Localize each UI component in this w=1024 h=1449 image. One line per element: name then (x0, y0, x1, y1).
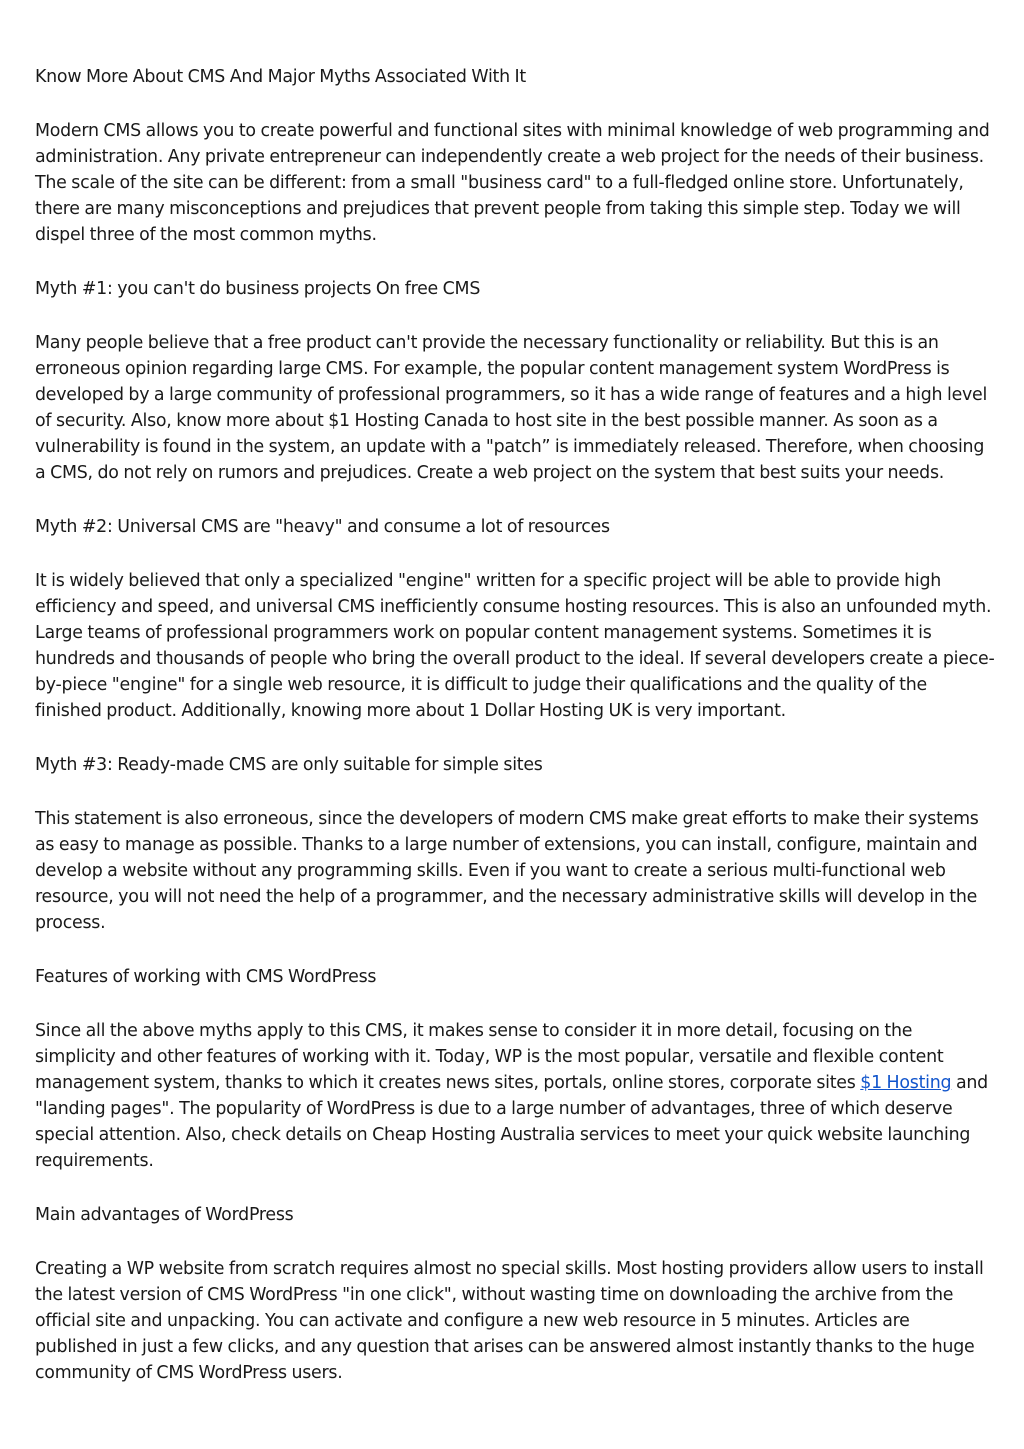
hosting-link[interactable]: $1 Hosting (860, 1073, 952, 1093)
features-heading: Features of working with CMS WordPress (35, 967, 377, 987)
advantages-paragraph: Creating a WP website from scratch requires almost no special skills. Most hosting providers allow users to install the latest version of CMS WordPress "in one click", without wasting time on downloading the archive from the official site and unpacking. You can activate and configure a new web resource in 5 minutes. Articles are published in just a few clicks, and any question that arises can be answered almost instantly thanks to the huge community of CMS WordPress users. (35, 1259, 984, 1383)
document-title: Know More About CMS And Major Myths Associated With It (35, 67, 526, 87)
myth3-heading: Myth #3: Ready-made CMS are only suitable for simple sites (35, 755, 543, 775)
myth1-heading: Myth #1: you can't do business projects On free CMS (35, 279, 481, 299)
document-page (35, 64, 995, 1414)
intro-paragraph: Modern CMS allows you to create powerful and functional sites with minimal knowledge of web programming and administration. Any private entrepreneur can independently create a web project for the needs of their business. The scale of the site can be different: from a small "business card" to a full-fledged online store. Unfortunately, there are many misconceptions and prejudices that prevent people from taking this simple step. Today we will dispel three of the most common myths. (35, 121, 990, 245)
features-text-after-link: and "landing pages". The popularity of WordPress is due to a large number of advantages, three of which deserve special attention. Also, check details on Cheap Hosting Australia services to meet your quick website launching requirements. (35, 1073, 988, 1171)
advantages-heading: Main advantages of WordPress (35, 1205, 294, 1225)
myth3-paragraph: This statement is also erroneous, since the developers of modern CMS make great efforts to make their systems as easy to manage as possible. Thanks to a large number of extensions, you can install, configure, maintain and develop a website without any programming skills. Even if you want to create a serious multi-functional web resource, you will not need the help of a programmer, and the necessary administrative skills will develop in the process. (35, 809, 979, 933)
features-text-before-link: Since all the above myths apply to this CMS, it makes sense to consider it in more detail, focusing on the simplicity and other features of working with it. Today, WP is the most popular, versatile and flexible content management system, thanks to which it creates news sites, portals, online stores, corporate sites (35, 1021, 944, 1093)
myth1-paragraph: Many people believe that a free product can't provide the necessary functionality or reliability. But this is an erroneous opinion regarding large CMS. For example, the popular content management system WordPress is developed by a large community of professional programmers, so it has a wide range of features and a high level of security. Also, know more about $1 Hosting Canada to host site in the best possible manner. As soon as a vulnerability is found in the system, an update with a "patch” is immediately released. Therefore, when choosing a CMS, do not rely on rumors and prejudices. Create a web project on the system that best suits your needs. (35, 333, 988, 483)
myth2-heading: Myth #2: Universal CMS are "heavy" and consume a lot of resources (35, 517, 610, 537)
features-paragraph (35, 1018, 995, 1174)
myth2-paragraph: It is widely believed that only a specialized "engine" written for a specific project will be able to provide high efficiency and speed, and universal CMS inefficiently consume hosting resources. This is also an unfounded myth. Large teams of professional programmers work on popular content management systems. Sometimes it is hundreds and thousands of people who bring the overall product to the ideal. If several developers create a piece-by-piece "engine" for a single web resource, it is difficult to judge their qualifications and the quality of the finished product. Additionally, knowing more about 1 Dollar Hosting UK is very important. (35, 571, 995, 721)
